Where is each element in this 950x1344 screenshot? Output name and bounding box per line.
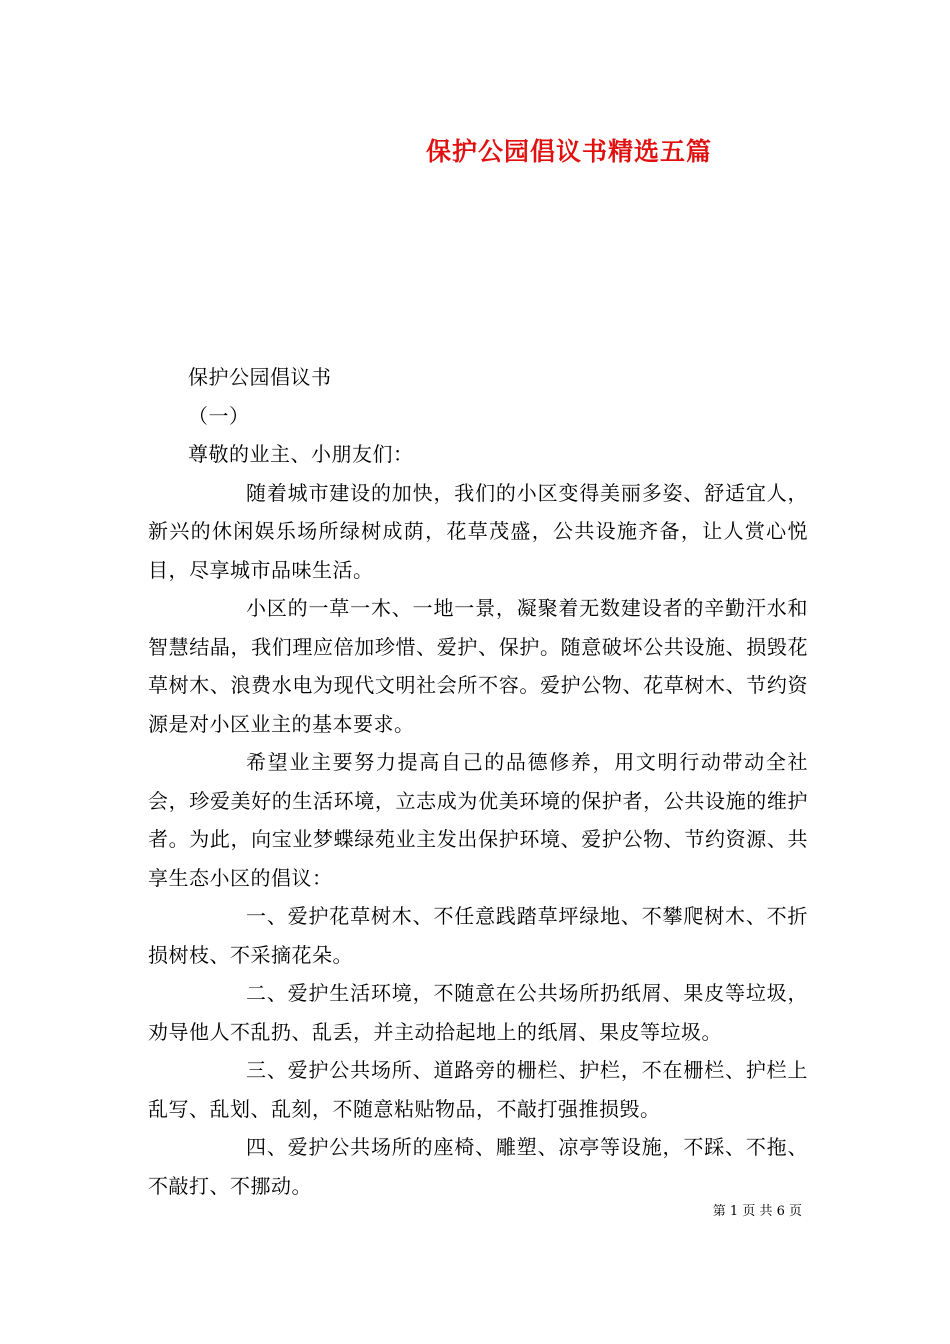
paragraph: 三、爱护公共场所、道路旁的栅栏、护栏，不在栅栏、护栏上乱写、乱划、乱刻，不随意粘贴物品，不敲打强推损毁。: [148, 1058, 808, 1121]
section-label: （一）: [188, 403, 250, 428]
document-title: 保护公园倡议书精选五篇: [425, 137, 712, 166]
subtitle: 保护公园倡议书: [188, 365, 332, 389]
paragraph: 小区的一草一木、一地一景，凝聚着无数建设者的辛勤汗水和智慧结晶，我们理应倍加珍惜、爱护、保护。随意破坏公共设施、损毁花草树木、浪费水电为现代文明社会所不容。爱护公物、花草树木、节约资源是对小区业主的基本要求。: [148, 596, 808, 736]
document-body: [148, 358, 808, 1205]
paragraph: 希望业主要努力提高自己的品德修养，用文明行动带动全社会，珍爱美好的生活环境，立志成为优美环境的保护者，公共设施的维护者。为此，向宝业梦蝶绿苑业主发出保护环境、爱护公物、节约资源、共享生态小区的倡议：: [148, 750, 808, 890]
paragraph: 一、爱护花草树木、不任意践踏草坪绿地、不攀爬树木、不折损树枝、不采摘花朵。: [148, 904, 808, 967]
paragraph: 二、爱护生活环境，不随意在公共场所扔纸屑、果皮等垃圾，劝导他人不乱扔、乱丢，并主动拾起地上的纸屑、果皮等垃圾。: [148, 981, 808, 1044]
greeting: 尊敬的业主、小朋友们：: [188, 442, 414, 466]
paragraph: 随着城市建设的加快，我们的小区变得美丽多姿、舒适宜人，新兴的休闲娱乐场所绿树成荫，花草茂盛，公共设施齐备，让人赏心悦目，尽享城市品味生活。: [148, 480, 808, 582]
paragraph: 四、爱护公共场所的座椅、雕塑、凉亭等设施，不踩、不拖、不敲打、不挪动。: [148, 1135, 808, 1198]
page-number: 第 1 页 共 6 页: [712, 1204, 802, 1219]
